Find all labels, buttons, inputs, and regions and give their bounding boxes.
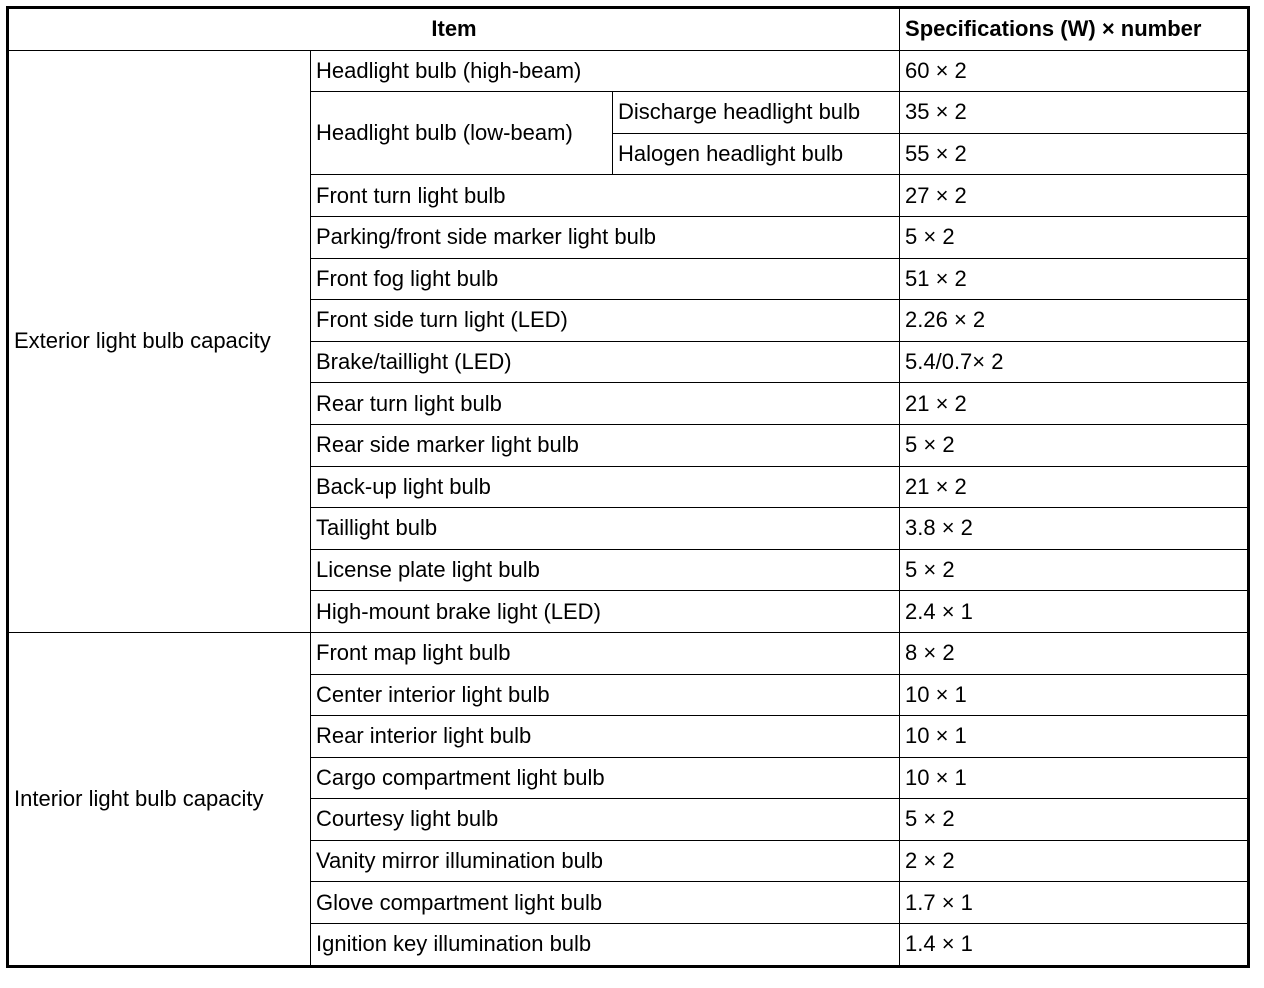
- spec-cell: 27 × 2: [900, 175, 1249, 217]
- item-cell: Vanity mirror illumination bulb: [311, 840, 900, 882]
- spec-cell: 5 × 2: [900, 216, 1249, 258]
- item-cell: Front side turn light (LED): [311, 300, 900, 342]
- item-cell: Glove compartment light bulb: [311, 882, 900, 924]
- item-cell: Headlight bulb (high-beam): [311, 50, 900, 92]
- spec-cell: 21 × 2: [900, 466, 1249, 508]
- subitem-cell: Halogen headlight bulb: [613, 133, 900, 175]
- spec-cell: 5 × 2: [900, 424, 1249, 466]
- spec-cell: 21 × 2: [900, 383, 1249, 425]
- subitem-cell: Discharge headlight bulb: [613, 92, 900, 134]
- table-row: [8, 50, 1249, 92]
- spec-cell: 55 × 2: [900, 133, 1249, 175]
- spec-cell: 5.4/0.7× 2: [900, 341, 1249, 383]
- header-spec: Specifications (W) × number: [900, 8, 1249, 51]
- item-cell: Rear side marker light bulb: [311, 424, 900, 466]
- spec-cell: 10 × 1: [900, 716, 1249, 758]
- item-cell: Courtesy light bulb: [311, 799, 900, 841]
- spec-cell: 10 × 1: [900, 674, 1249, 716]
- spec-cell: 1.4 × 1: [900, 924, 1249, 967]
- spec-cell: 35 × 2: [900, 92, 1249, 134]
- spec-cell: 2.4 × 1: [900, 591, 1249, 633]
- spec-cell: 60 × 2: [900, 50, 1249, 92]
- spec-cell: 51 × 2: [900, 258, 1249, 300]
- item-cell: Taillight bulb: [311, 508, 900, 550]
- item-cell: Front map light bulb: [311, 632, 900, 674]
- spec-cell: 2 × 2: [900, 840, 1249, 882]
- item-cell: High-mount brake light (LED): [311, 591, 900, 633]
- header-row: [8, 8, 1249, 51]
- item-cell: Parking/front side marker light bulb: [311, 216, 900, 258]
- item-cell: Cargo compartment light bulb: [311, 757, 900, 799]
- header-item: Item: [8, 8, 900, 51]
- item-cell: Rear interior light bulb: [311, 716, 900, 758]
- bulb-spec-table: [6, 6, 1250, 968]
- spec-cell: 3.8 × 2: [900, 508, 1249, 550]
- spec-cell: 5 × 2: [900, 549, 1249, 591]
- exterior-group-label: Exterior light bulb capacity: [8, 50, 311, 632]
- spec-cell: 8 × 2: [900, 632, 1249, 674]
- spec-cell: 2.26 × 2: [900, 300, 1249, 342]
- spec-cell: 5 × 2: [900, 799, 1249, 841]
- item-cell-low-beam: Headlight bulb (low-beam): [311, 92, 613, 175]
- spec-cell: 1.7 × 1: [900, 882, 1249, 924]
- spec-cell: 10 × 1: [900, 757, 1249, 799]
- item-cell: License plate light bulb: [311, 549, 900, 591]
- item-cell: Brake/taillight (LED): [311, 341, 900, 383]
- table-row: [8, 632, 1249, 674]
- item-cell: Rear turn light bulb: [311, 383, 900, 425]
- item-cell: Center interior light bulb: [311, 674, 900, 716]
- item-cell: Front turn light bulb: [311, 175, 900, 217]
- item-cell: Ignition key illumination bulb: [311, 924, 900, 967]
- item-cell: Front fog light bulb: [311, 258, 900, 300]
- interior-group-label: Interior light bulb capacity: [8, 632, 311, 966]
- item-cell: Back-up light bulb: [311, 466, 900, 508]
